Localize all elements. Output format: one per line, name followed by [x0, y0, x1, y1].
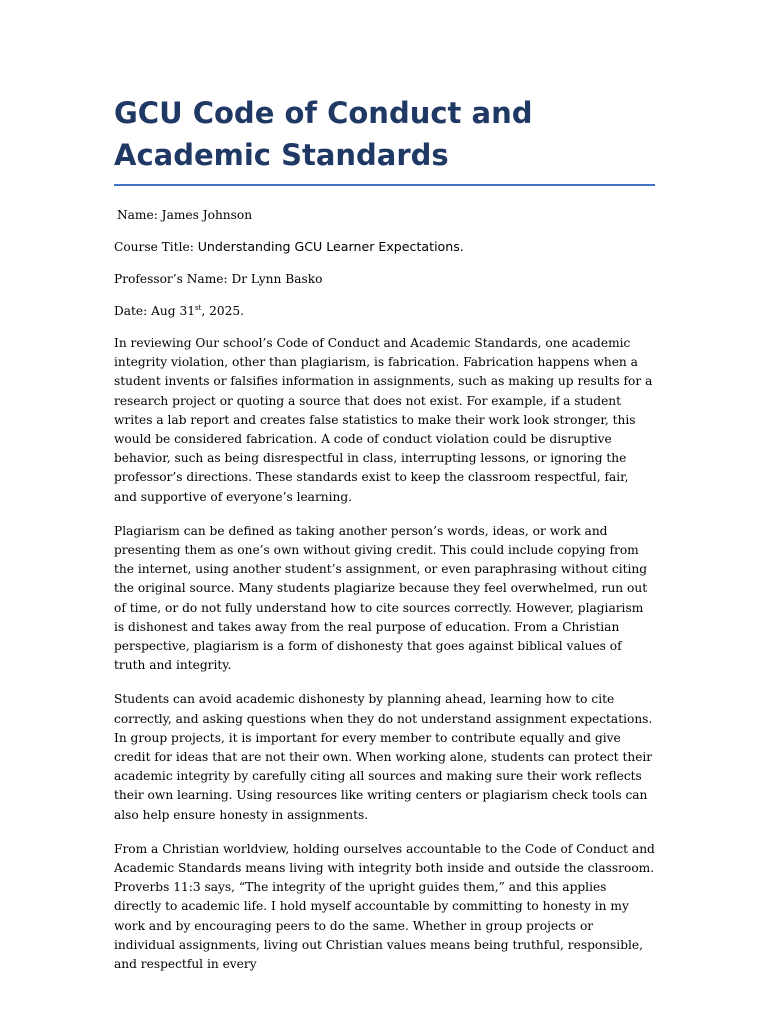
body-paragraph: Plagiarism can be defined as taking another person’s words, ideas, or work and presenting them as one’s own without giving credit. This could include copying from the internet, using another student’s assignment, or even paraphrasing without citing the original source. Many students plagiarize because they feel overwhelmed, run out of time, or do not fully understand how to cite sources correctly. However, plagiarism is dishonest and takes away from the real purpose of education. From a Christian perspective, plagiarism is a form of dishonesty that goes against biblical values of truth and integrity. — [114, 523, 648, 673]
body-paragraph: Students can avoid academic dishonesty by planning ahead, learning how to cite correctly, and asking questions when they do not understand assignment expectations. In group projects, it is important for every member to contribute equally and give credit for ideas that are not their own. When working alone, students can protect their academic integrity by carefully citing all sources and making sure their work reflects their own learning. Using resources like writing centers or plagiarism check tools can also help ensure honesty in assignments. — [114, 692, 653, 822]
document-title: GCU Code of Conduct and Academic Standards — [114, 92, 655, 186]
course-title-value: Understanding GCU Learner Expectations. — [197, 239, 464, 254]
date-line — [114, 302, 655, 320]
date-prefix: Date: Aug 31 — [114, 304, 195, 318]
professor-name-line: Professor’s Name: Dr Lynn Basko — [114, 272, 323, 286]
document-page — [114, 92, 655, 974]
student-name-line: Name: James Johnson — [117, 208, 253, 222]
body-paragraph: From a Christian worldview, holding ourselves accountable to the Code of Conduct and Academic Standards means living with integrity both inside and outside the classroom. Proverbs 11:3 says, “The integrity of the upright guides them,” and this applies directly to academic life. I hold myself accountable by committing to honesty in my work and by encouraging peers to do the same. Whether in group projects or individual assignments, living out Christian values means being truthful, responsible, and respectful in every — [114, 841, 655, 972]
date-rest: , 2025. — [201, 304, 245, 318]
date-ordinal-suffix: st — [194, 303, 202, 312]
course-title-line — [114, 238, 655, 256]
course-title-label: Course Title: — [114, 240, 198, 254]
body-paragraph: In reviewing Our school’s Code of Conduct and Academic Standards, one academic integrity violation, other than plagiarism, is fabrication. Fabrication happens when a student invents or falsifies information in assignments, such as making up results for a research project or quoting a source that does not exist. For example, if a student writes a lab report and creates false statistics to make their work look stronger, this would be considered fabrication. A code of conduct violation could be disruptive behavior, such as being disrespectful in class, interrupting lessons, or ignoring the professor’s directions. These standards exist to keep the classroom respectful, fair, and supportive of everyone’s learning. — [114, 336, 653, 504]
